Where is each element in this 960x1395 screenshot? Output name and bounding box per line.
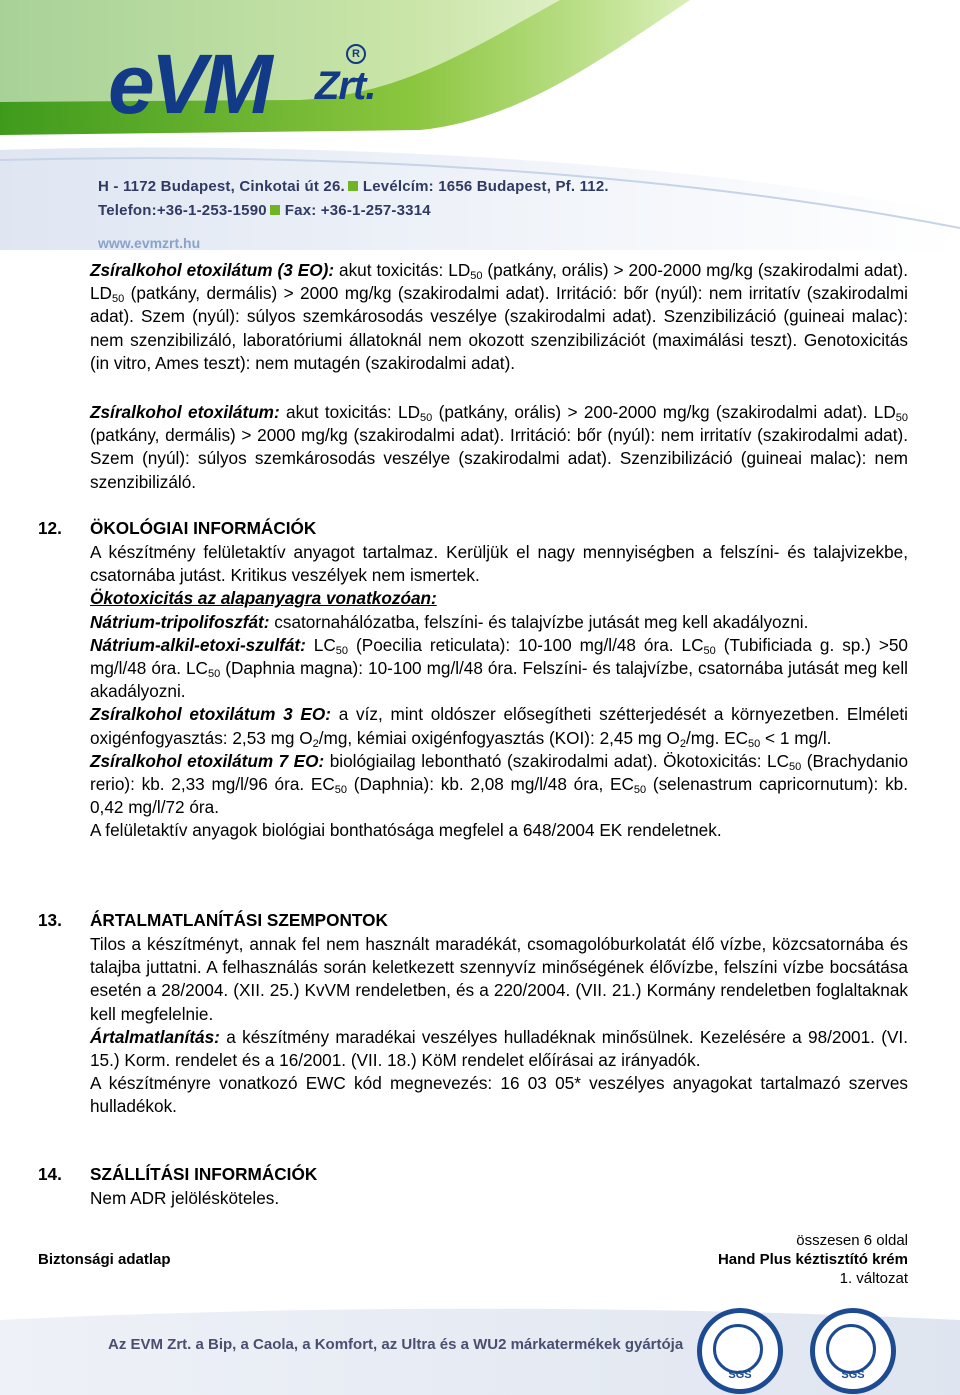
subscript: 50 — [748, 737, 761, 750]
footer-version: 1. változat — [839, 1270, 908, 1287]
subscript: 50 — [633, 784, 647, 797]
text-span: (patkány, orális) > 200-2000 mg/kg (szakirodalmi adat). LD — [432, 402, 896, 422]
z3-label: Zsíralkohol etoxilátum 3 EO: — [90, 704, 331, 725]
text-span: akut toxicitás: LD — [279, 402, 421, 422]
section-title: SZÁLLÍTÁSI INFORMÁCIÓK — [90, 1164, 318, 1184]
section-14-heading — [38, 1164, 317, 1185]
ecotox-heading: Ökotoxicitás az alapanyagra vonatkozóan: — [90, 588, 437, 609]
text-span: (Brachydanio rerio): kb. 2,33 mg/l/96 óra. EC — [90, 750, 909, 795]
text-span: (Daphnia): kb. 2,08 mg/l/48 óra, EC — [347, 774, 634, 795]
biodegradability-note: A felületaktív anyagok biológiai bonthatósága megfelel a 648/2004 EK rendeletnek. — [90, 820, 722, 841]
paragraph-heading: Zsíralkohol etoxilátum (3 EO): — [90, 260, 335, 280]
text-span: (Poecilia reticulata): 10-100 mg/l/48 óra. LC — [348, 634, 704, 655]
text-span: biológiailag lebontható (szakirodalmi adat). Ökotoxicitás: LC — [324, 750, 789, 771]
subscript: 50 — [895, 412, 908, 424]
iso-9001-cert-icon — [697, 1308, 783, 1394]
address-line-2 — [98, 202, 431, 219]
text-span: /mg. EC — [685, 727, 749, 748]
phone-number: Telefon:+36-1-253-1590 — [98, 202, 267, 219]
green-square-icon — [348, 181, 358, 191]
section-title: ÁRTALMATLANÍTÁSI SZEMPONTOK — [90, 910, 388, 930]
subscript: 50 — [703, 644, 716, 657]
text-span: (patkány, dermális) > 2000 mg/kg (szakirodalmi adat). Irritáció: bőr (nyúl): nem irritatív (szakirodalmi adat). Szem (nyúl): súlyos szemkárosodás veszélye (szakirodalmi adat). Szenzibilizáció (guineai malac): nem szenzibilizáló, laboratóriumi állatoknál nem okozott szenzibilizációt (maximálási teszt). Genotoxicitás (in vitro, Ames teszt): nem mutagén (szakirodalmi adat). — [90, 283, 908, 373]
section-number: 13. — [38, 910, 62, 930]
subscript: 50 — [420, 412, 433, 424]
text-span: (patkány, orális) > 200-2000 mg/kg (szakirodalmi adat). LD — [90, 260, 909, 304]
paragraph-heading: Zsíralkohol etoxilátum: — [90, 402, 280, 422]
address-line-1 — [98, 178, 609, 195]
naes-paragraph — [90, 634, 908, 704]
text-span: LC — [305, 634, 336, 655]
text-span: (Daphnia magna): 10-100 mg/l/48 óra. Felszíni- és talajvízbe, csatornába jutását meg kell akadályozni. — [90, 658, 908, 702]
section-12-intro: A készítmény felületaktív anyagot tartalmaz. Kerüljük el nagy mennyiségben a felszíni- és talajvizekbe, csatornába jutást. Kritikus veszélyek nem ismertek. — [90, 542, 908, 586]
text-span: (Tubificiada g. sp.) >50 mg/l/48 óra. LC — [90, 634, 908, 679]
brands-line: Az EVM Zrt. a Bip, a Caola, a Komfort, az Ultra és a WU2 márkatermékek gyártója — [108, 1336, 684, 1353]
postal-address: H - 1172 Budapest, Cinkotai út 26. — [98, 178, 345, 195]
disposal-rule-paragraph — [90, 1026, 908, 1072]
cert-inner-ring — [713, 1324, 763, 1374]
cert-label: SGS — [728, 1369, 752, 1381]
text-span: a készítmény maradékai veszélyes hulladéknak minősülnek. Kezelésére a 98/2001. (VI. 15.) Korm. rendelet és a 16/2001. (VII. 18.) KöM rendelet előírásai az irányadók. — [90, 1026, 908, 1071]
text-span: /mg, kémiai oxigénfogyasztás (KOI): 2,45 mg O — [318, 727, 680, 748]
cert-label: SGS — [841, 1369, 865, 1381]
registered-mark: R — [346, 44, 366, 64]
z7-paragraph — [90, 750, 908, 820]
website-link[interactable]: www.evmzrt.hu — [98, 235, 201, 250]
naes-label: Nátrium-alkil-etoxi-szulfát: — [90, 634, 306, 655]
section-title: ÖKOLÓGIAI INFORMÁCIÓK — [90, 518, 317, 538]
disposal-label: Ártalmatlanítás: — [90, 1026, 220, 1047]
subscript: 50 — [334, 784, 348, 797]
logo-main-text: eVM — [108, 37, 269, 131]
text-span: a víz, mint oldószer elősegítheti szétterjedését a környezetben. Elméleti oxigénfogyasztás: 2,53 mg O — [90, 704, 908, 748]
paragraph-3eo-toxicity — [90, 259, 908, 375]
section-13-body — [90, 933, 908, 1119]
footer-product-name: Hand Plus kéztisztító krém — [717, 1251, 908, 1268]
section-12-body — [90, 541, 908, 843]
section-12-heading — [38, 518, 316, 539]
disposal-paragraph: Tilos a készítményt, annak fel nem használt maradékát, csomagolóburkolatát élő vízbe, közcsatornába és talajba juttatni. A felhasználás során keletkezett szennyvíz minőségének élővízbe, felszíni vízbe bocsátása esetén a 28/2004. (XII. 25.) KvVM rendeletben, és a 220/2004. (VII. 21.) Kormány rendeletben foglaltaknak kell megfelelnie. — [90, 934, 908, 1024]
subscript: 2 — [312, 737, 319, 750]
subscript: 50 — [470, 270, 483, 282]
section-14-body: Nem ADR jelölésköteles. — [90, 1188, 280, 1208]
paragraph-fatty-alcohol-toxicity — [90, 401, 908, 494]
green-square-icon — [270, 205, 280, 215]
subscript: 50 — [789, 760, 802, 773]
text-span: akut toxicitás: LD — [334, 260, 471, 280]
section-number: 12. — [38, 518, 62, 538]
footer-doc-type: Biztonsági adatlap — [38, 1251, 171, 1268]
footer-page-count: összesen 6 oldal — [796, 1232, 908, 1249]
fax-number: Fax: +36-1-257-3314 — [284, 202, 431, 219]
subscript: 2 — [679, 737, 686, 750]
subscript: 50 — [207, 668, 221, 681]
letterhead — [0, 0, 960, 250]
z7-label: Zsíralkohol etoxilátum 7 EO: — [90, 750, 325, 771]
text-span: (selenastrum capricornutum): kb. 0,42 mg/l/72 óra. — [90, 774, 908, 818]
cert-inner-ring — [826, 1324, 876, 1374]
subscript: 50 — [335, 644, 349, 657]
section-number: 14. — [38, 1164, 62, 1184]
subscript: 50 — [111, 293, 125, 306]
evm-logo — [108, 38, 408, 130]
text-span: csatornahálózatba, felszíni- és talajvízbe jutását meg kell akadályozni. — [269, 611, 809, 632]
ntpf-paragraph — [90, 611, 908, 634]
ntpf-label: Nátrium-tripolifoszfát: — [90, 611, 270, 632]
section-13-heading — [38, 910, 388, 931]
z3-paragraph — [90, 703, 908, 749]
mailing-address: Levélcím: 1656 Budapest, Pf. 112. — [362, 178, 609, 195]
ewc-paragraph: A készítményre vonatkozó EWC kód megnevezés: 16 03 05* veszélyes anyagokat tartalmazó szerves hulladékok. — [90, 1073, 908, 1117]
logo-suffix: Zrt. — [315, 64, 376, 108]
text-span: < 1 mg/l. — [760, 727, 832, 748]
text-span: (patkány, dermális) > 2000 mg/kg (szakirodalmi adat). Irritáció: bőr (nyúl): nem irritatív (szakirodalmi adat). Szem (nyúl): súlyos szemkárosodás veszélye (szakirodalmi adat). Szenzibilizáció (guineai malac): nem szenzibilizáló. — [90, 425, 908, 492]
iso-14001-cert-icon — [810, 1308, 896, 1394]
